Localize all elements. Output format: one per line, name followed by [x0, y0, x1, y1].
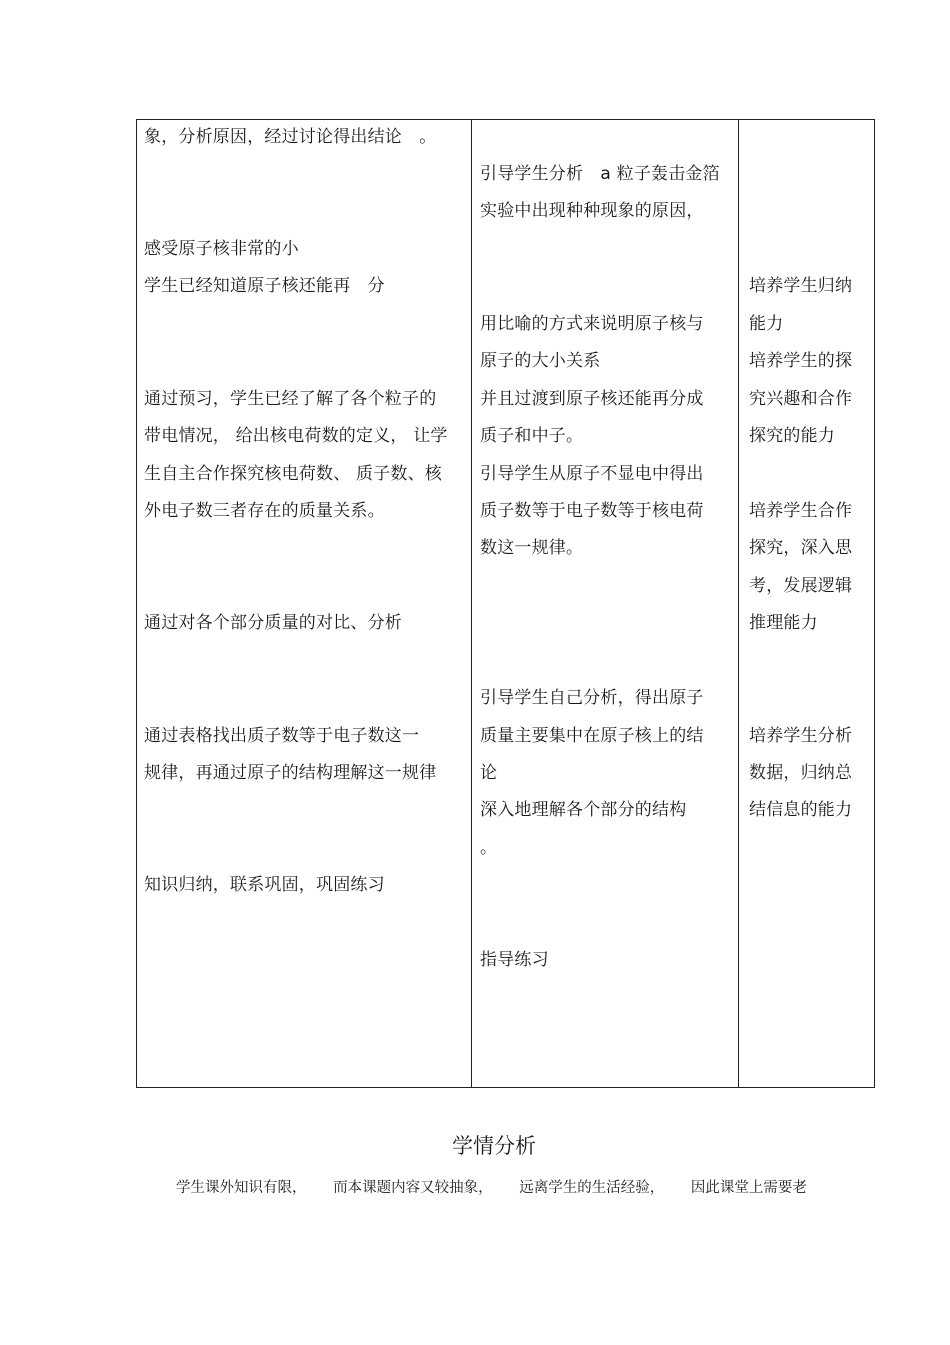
teacher-activity-line: 实验中出现种种现象的原因，: [480, 201, 704, 221]
student-activity-line: 感受原子核非常的小: [144, 239, 299, 259]
student-activity-line: 学生已经知道原子核还能再 分: [144, 276, 385, 296]
design-intent-line: 培养学生合作: [749, 501, 853, 521]
student-activity-line: 知识归纳，联系巩固，巩固练习: [144, 875, 385, 895]
paragraph-fragment: 因此课堂上需要老: [690, 1180, 807, 1196]
teacher-activity-line: 用比喻的方式来说明原子核与: [480, 314, 704, 334]
student-activity-line: 象，分析原因，经过讨论得出结论 。: [144, 127, 437, 147]
lesson-table: [136, 119, 875, 1088]
design-intent-line: 推理能力: [749, 613, 818, 633]
teacher-activity-line: 质量主要集中在原子核上的结: [480, 726, 704, 746]
paragraph-fragment: 远离学生的生活经验，: [519, 1180, 665, 1196]
teacher-activity-line: 指导练习: [480, 950, 549, 970]
design-intent-line: 探究，深入思: [749, 538, 853, 558]
design-intent-line: 考，发展逻辑: [749, 576, 853, 596]
teacher-activity-line: 质子数等于电子数等于核电荷: [480, 501, 704, 521]
column-divider: [738, 120, 739, 1087]
design-intent-line: 结信息的能力: [749, 800, 853, 820]
paragraph-fragment: 而本课题内容又较抽象，: [333, 1180, 493, 1196]
teacher-activity-line: 引导学生自己分析，得出原子: [480, 688, 704, 708]
design-intent-line: 培养学生的探: [749, 351, 853, 371]
design-intent-line: 探究的能力: [749, 426, 835, 446]
design-intent-line: 究兴趣和合作: [749, 389, 853, 409]
teacher-activity-line: 并且过渡到原子核还能再分成: [480, 389, 704, 409]
teacher-activity-line: 深入地理解各个部分的结构: [480, 800, 687, 820]
student-activity-line: 外电子数三者存在的质量关系。: [144, 501, 385, 521]
student-activity-line: 带电情况， 给出核电荷数的定义， 让学: [144, 426, 448, 446]
student-activity-line: 生自主合作探究核电荷数、 质子数、核: [144, 464, 443, 484]
student-activity-line: 通过对各个部分质量的对比、分析: [144, 613, 402, 633]
teacher-activity-line: 数这一规律。: [480, 538, 584, 558]
teacher-activity-line: 引导学生从原子不显电中得出: [480, 464, 704, 484]
teacher-activity-line: 。: [480, 838, 498, 858]
design-intent-line: 培养学生分析: [749, 726, 853, 746]
section-heading: 学情分析: [452, 1134, 536, 1158]
section-paragraph: [176, 1176, 829, 1197]
design-intent-line: 培养学生归纳: [749, 276, 853, 296]
student-activity-line: 通过预习，学生已经了解了各个粒子的: [144, 389, 437, 409]
teacher-activity-line: 质子和中子。: [480, 426, 584, 446]
design-intent-line: 数据，归纳总: [749, 763, 853, 783]
paragraph-fragment: 学生课外知识有限，: [176, 1180, 307, 1196]
teacher-activity-line: 原子的大小关系: [480, 351, 601, 371]
design-intent-line: 能力: [749, 314, 784, 334]
teacher-activity-line: 引导学生分析 a 粒子轰击金箔: [480, 164, 720, 184]
column-divider: [471, 120, 472, 1087]
student-activity-line: 规律，再通过原子的结构理解这一规律: [144, 763, 437, 783]
student-activity-line: 通过表格找出质子数等于电子数这一: [144, 726, 420, 746]
teacher-activity-line: 论: [480, 763, 498, 783]
